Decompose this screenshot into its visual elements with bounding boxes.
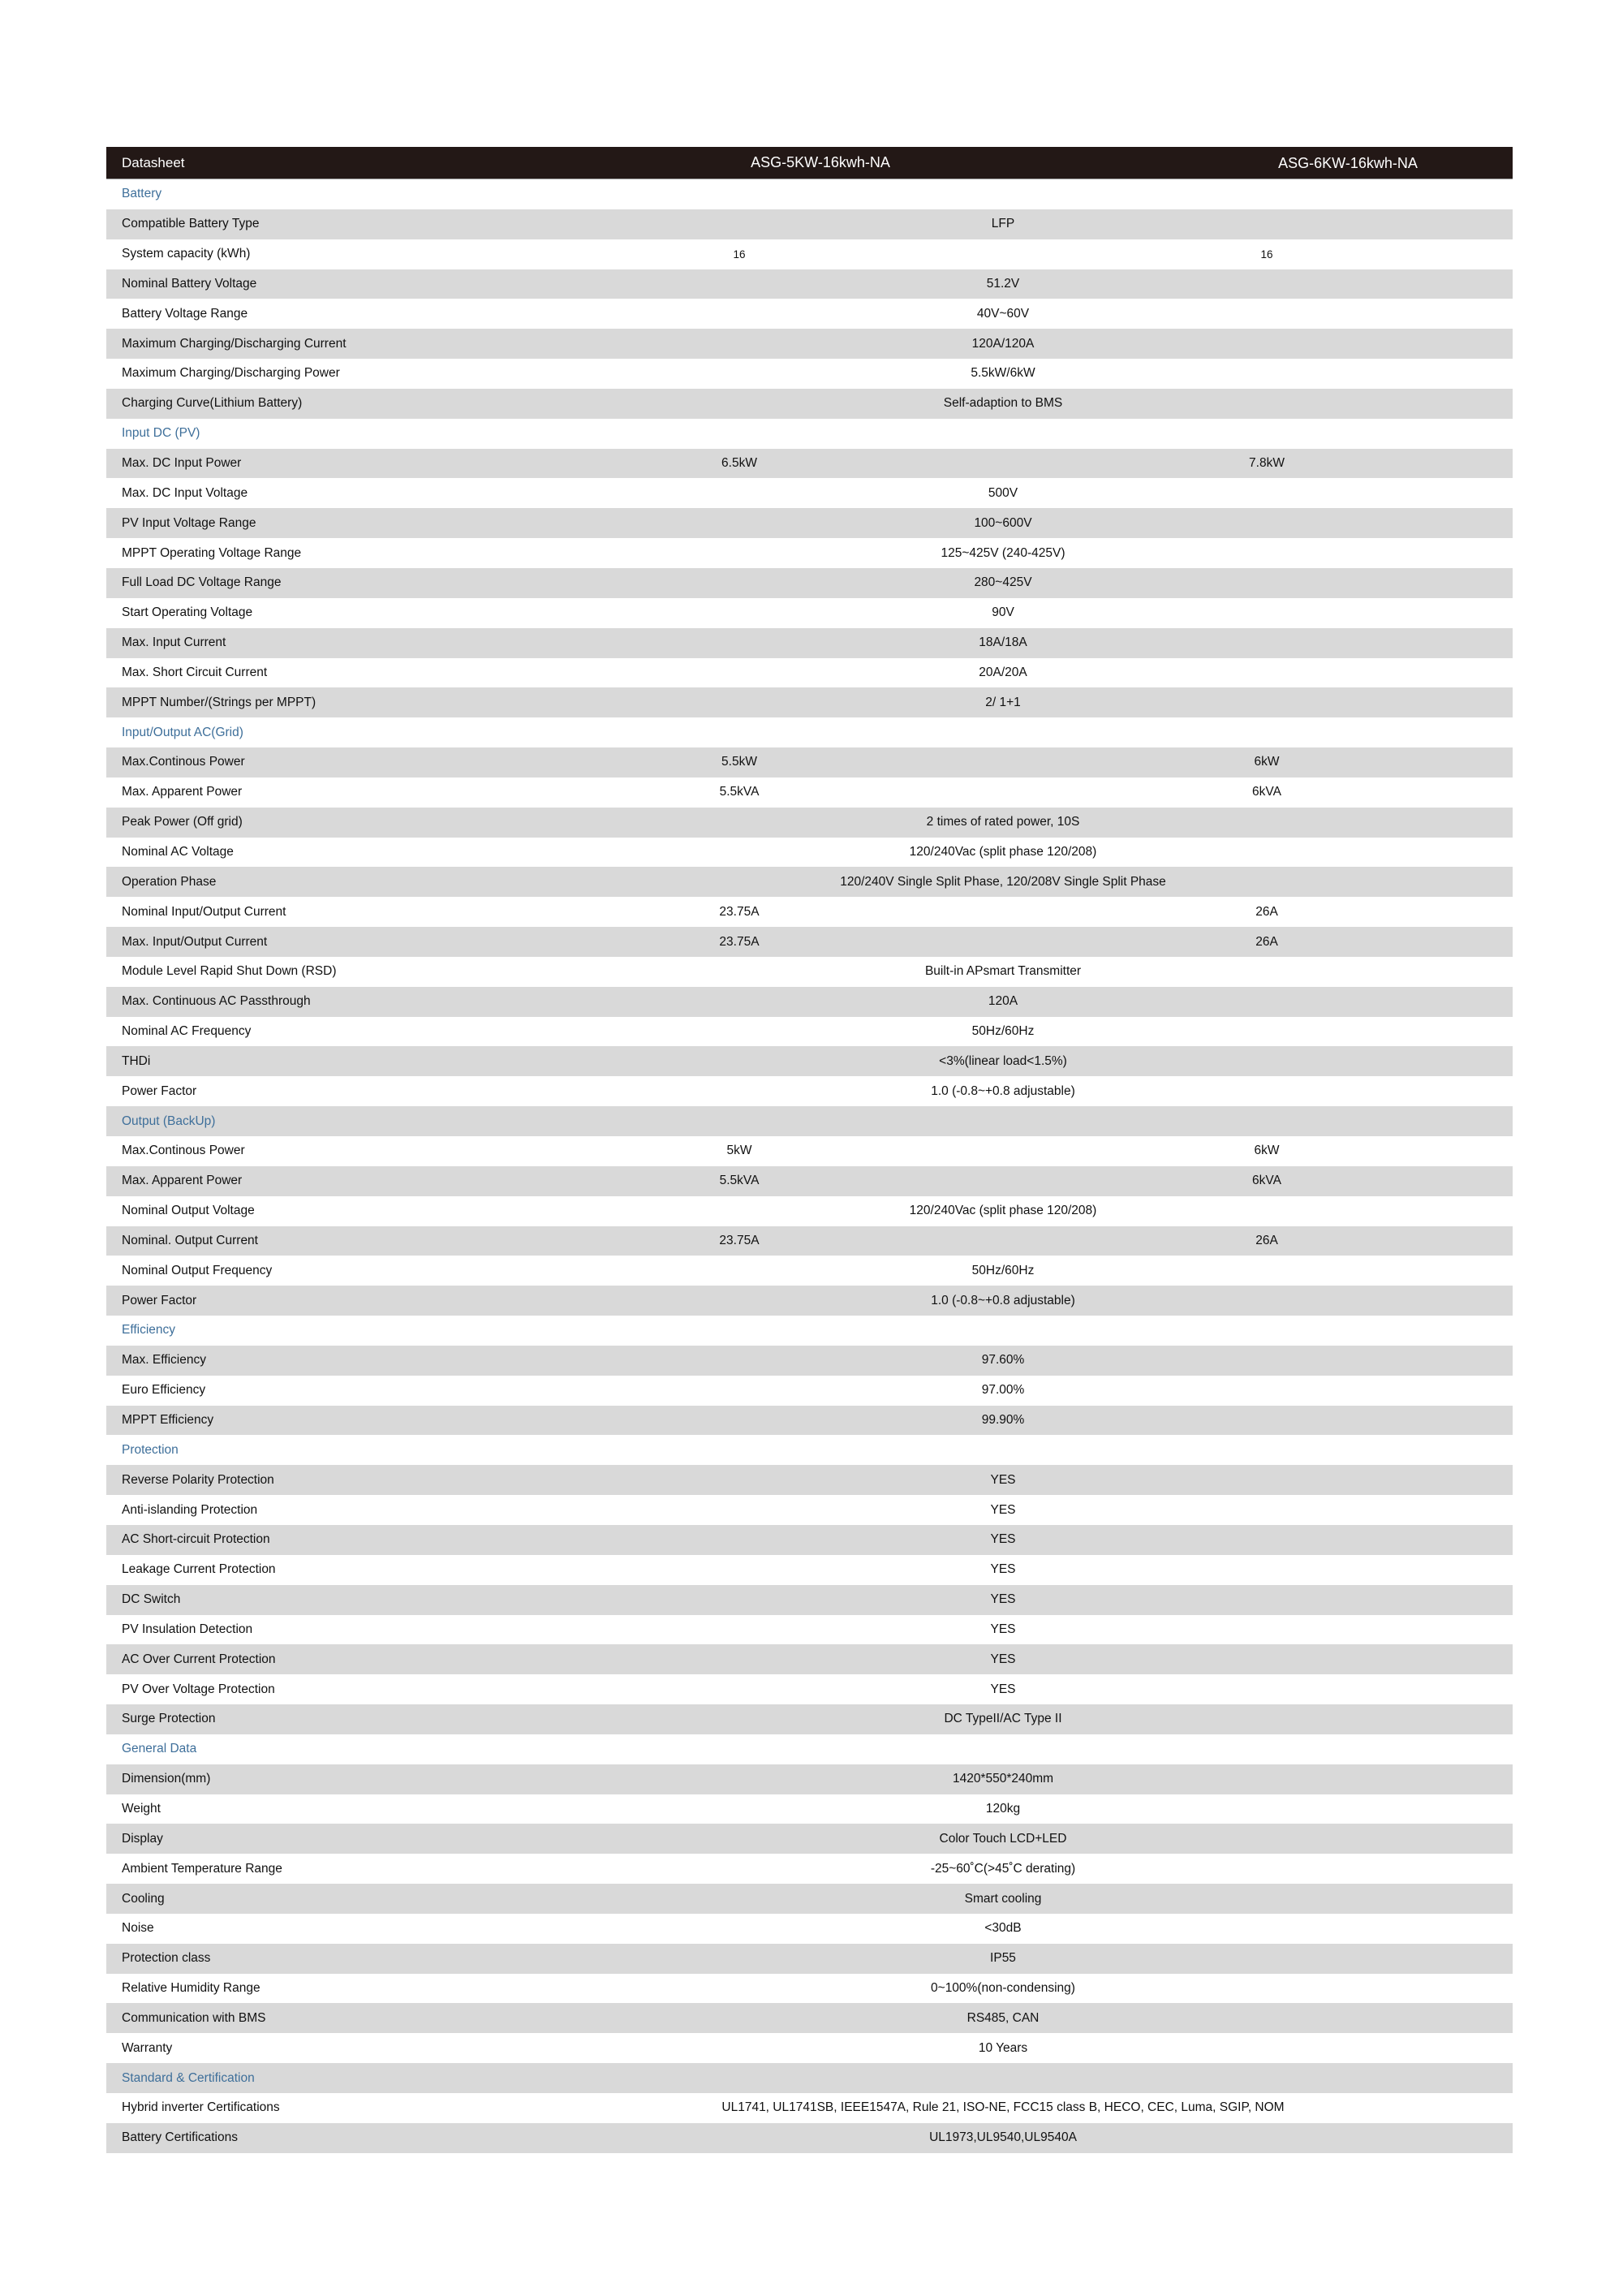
table-row	[106, 808, 1513, 838]
row-value-model-2: 26A	[1255, 934, 1278, 949]
row-label: Nominal Output Frequency	[122, 1263, 273, 1277]
row-label: Max. Continuous AC Passthrough	[122, 994, 311, 1009]
row-value-model-2: 7.8kW	[1249, 456, 1285, 471]
row-label: MPPT Number/(Strings per MPPT)	[122, 695, 316, 709]
row-value-shared: 2/ 1+1	[985, 695, 1021, 709]
section-header	[106, 179, 1513, 209]
table-row	[106, 1046, 1513, 1076]
row-value-shared: 120kg	[985, 1801, 1021, 1816]
table-row	[106, 239, 1513, 269]
row-value-shared: YES	[990, 1682, 1016, 1696]
row-value-model-2: 6kVA	[1252, 785, 1281, 799]
table-row	[106, 747, 1513, 778]
row-value-model-1: 5.5kVA	[719, 1174, 760, 1188]
row-label: Max. Apparent Power	[122, 785, 243, 799]
row-value-model-2: 26A	[1255, 1233, 1278, 1247]
table-row	[106, 838, 1513, 868]
row-value-shared: YES	[990, 1532, 1016, 1547]
model-column-2: ASG-6KW-16kwh-NA	[1278, 155, 1418, 171]
section-title: Battery	[122, 187, 162, 201]
table-row	[106, 1644, 1513, 1674]
table-row	[106, 927, 1513, 957]
table-row	[106, 1794, 1513, 1824]
row-value-model-1: 6.5kW	[721, 456, 757, 471]
row-label: Cooling	[122, 1891, 165, 1906]
table-row	[106, 1525, 1513, 1555]
row-label: Max.Continous Power	[122, 755, 245, 769]
section-title: Output (BackUp)	[122, 1114, 216, 1128]
row-value-model-1: 23.75A	[719, 934, 760, 949]
row-value-shared: 1.0 (-0.8~+0.8 adjustable)	[931, 1083, 1075, 1098]
table-row	[106, 1256, 1513, 1286]
row-label: System capacity (kWh)	[122, 247, 251, 261]
row-label: Euro Efficiency	[122, 1383, 206, 1398]
row-label: Nominal Output Voltage	[122, 1204, 255, 1218]
row-value-shared: Color Touch LCD+LED	[939, 1831, 1067, 1846]
row-label: MPPT Operating Voltage Range	[122, 545, 302, 560]
table-row	[106, 1406, 1513, 1436]
table-row	[106, 269, 1513, 299]
row-value-shared: YES	[990, 1592, 1016, 1607]
row-label: PV Insulation Detection	[122, 1622, 253, 1636]
row-value-shared: YES	[990, 1652, 1016, 1666]
row-label: Surge Protection	[122, 1712, 216, 1726]
table-row	[106, 1376, 1513, 1406]
table-row	[106, 209, 1513, 239]
table-row	[106, 1704, 1513, 1734]
table-row	[106, 867, 1513, 897]
row-label: Leakage Current Protection	[122, 1562, 276, 1577]
section-title: Input DC (PV)	[122, 426, 200, 441]
row-value-shared: 97.00%	[981, 1383, 1025, 1398]
datasheet-table	[106, 147, 1513, 2153]
row-label: Power Factor	[122, 1083, 197, 1098]
row-value-shared: 1.0 (-0.8~+0.8 adjustable)	[931, 1293, 1075, 1307]
row-label: Relative Humidity Range	[122, 1981, 260, 1996]
row-label: PV Input Voltage Range	[122, 515, 256, 530]
table-row	[106, 1196, 1513, 1226]
row-value-shared: RS485, CAN	[966, 2010, 1040, 2025]
section-header	[106, 1734, 1513, 1764]
row-label: Nominal. Output Current	[122, 1233, 258, 1247]
row-value-shared: YES	[990, 1502, 1016, 1517]
row-label: Peak Power (Off grid)	[122, 815, 243, 829]
row-value-shared: <3%(linear load<1.5%)	[939, 1053, 1067, 1068]
table-row	[106, 1017, 1513, 1047]
table-row	[106, 1854, 1513, 1884]
row-value-model-1: 16	[733, 248, 746, 261]
table-row	[106, 1884, 1513, 1914]
row-label: Nominal Input/Output Current	[122, 904, 286, 919]
row-value-model-1: 23.75A	[719, 904, 760, 919]
section-title: Efficiency	[122, 1323, 176, 1338]
section-title: General Data	[122, 1742, 197, 1756]
table-row	[106, 449, 1513, 479]
row-value-model-2: 6kW	[1254, 755, 1280, 769]
table-row	[106, 1465, 1513, 1495]
table-row	[106, 329, 1513, 359]
row-label: Compatible Battery Type	[122, 217, 260, 231]
table-row	[106, 1764, 1513, 1794]
row-value-shared: <30dB	[984, 1921, 1022, 1936]
row-label: Nominal AC Frequency	[122, 1024, 252, 1039]
row-value-shared: 0~100%(non-condensing)	[931, 1981, 1075, 1996]
section-header	[106, 419, 1513, 449]
row-value-shared: 500V	[988, 485, 1018, 500]
table-row	[106, 1555, 1513, 1585]
row-value-shared: 20A/20A	[979, 665, 1027, 679]
row-label: AC Over Current Protection	[122, 1652, 276, 1666]
table-row	[106, 1495, 1513, 1525]
row-label: THDi	[122, 1053, 151, 1068]
table-row	[106, 389, 1513, 419]
table-row	[106, 568, 1513, 598]
row-label: Battery Certifications	[122, 2130, 238, 2145]
row-label: Max. Short Circuit Current	[122, 665, 268, 679]
table-row	[106, 1674, 1513, 1704]
row-value-shared: UL1973,UL9540,UL9540A	[929, 2130, 1077, 2145]
section-title: Standard & Certification	[122, 2070, 255, 2085]
table-row	[106, 1166, 1513, 1196]
row-label: MPPT Efficiency	[122, 1413, 214, 1428]
section-title: Protection	[122, 1442, 179, 1457]
row-label: Full Load DC Voltage Range	[122, 575, 282, 590]
row-value-shared: 90V	[992, 605, 1014, 620]
row-value-shared: 100~600V	[974, 515, 1032, 530]
table-row	[106, 2003, 1513, 2033]
row-value-shared: Smart cooling	[964, 1891, 1042, 1906]
row-value-model-1: 5kW	[726, 1144, 752, 1158]
row-value-model-2: 16	[1260, 248, 1273, 261]
row-label: Charging Curve(Lithium Battery)	[122, 396, 303, 411]
table-row	[106, 1914, 1513, 1944]
row-value-shared: DC TypeII/AC Type II	[944, 1712, 1062, 1726]
table-row	[106, 1286, 1513, 1316]
table-row	[106, 957, 1513, 987]
table-row	[106, 2123, 1513, 2153]
row-label: Max. Efficiency	[122, 1353, 206, 1368]
row-label: Hybrid inverter Certifications	[122, 2100, 280, 2115]
table-row	[106, 1944, 1513, 1974]
table-row	[106, 987, 1513, 1017]
row-label: Max. Input/Output Current	[122, 934, 268, 949]
table-row	[106, 658, 1513, 688]
row-label: Protection class	[122, 1951, 211, 1966]
table-row	[106, 2093, 1513, 2123]
header-title: Datasheet	[122, 154, 185, 170]
row-value-shared: -25~60˚C(>45˚C derating)	[930, 1861, 1076, 1876]
row-value-shared: 2 times of rated power, 10S	[926, 815, 1080, 829]
row-value-shared: Self-adaption to BMS	[943, 396, 1063, 411]
row-label: Max. DC Input Power	[122, 456, 242, 471]
row-label: Start Operating Voltage	[122, 605, 253, 620]
table-row	[106, 478, 1513, 508]
table-row	[106, 1136, 1513, 1166]
row-label: DC Switch	[122, 1592, 181, 1607]
table-row	[106, 1974, 1513, 2004]
row-label: Anti-islanding Protection	[122, 1502, 258, 1517]
row-label: Module Level Rapid Shut Down (RSD)	[122, 964, 337, 979]
row-label: Battery Voltage Range	[122, 306, 248, 321]
row-value-shared: 125~425V (240-425V)	[941, 545, 1065, 560]
row-label: Reverse Polarity Protection	[122, 1472, 274, 1487]
row-label: Power Factor	[122, 1293, 197, 1307]
row-label: Warranty	[122, 2040, 173, 2055]
table-row	[106, 1076, 1513, 1106]
row-value-shared: 120A	[988, 994, 1018, 1009]
row-value-model-1: 5.5kW	[721, 755, 757, 769]
table-header	[106, 147, 1513, 179]
row-value-shared: 18A/18A	[979, 635, 1027, 650]
row-value-shared: 5.5kW/6kW	[971, 366, 1035, 381]
table-row	[106, 508, 1513, 538]
row-value-shared: 10 Years	[978, 2040, 1028, 2055]
row-label: PV Over Voltage Protection	[122, 1682, 275, 1696]
row-value-shared: 40V~60V	[976, 306, 1030, 321]
table-row	[106, 1824, 1513, 1854]
row-label: Dimension(mm)	[122, 1772, 211, 1786]
section-title: Input/Output AC(Grid)	[122, 725, 243, 739]
table-row	[106, 598, 1513, 628]
row-value-model-1: 5.5kVA	[719, 785, 760, 799]
row-label: Nominal Battery Voltage	[122, 276, 257, 291]
row-value-shared: YES	[990, 1562, 1016, 1577]
row-label: Operation Phase	[122, 874, 217, 889]
row-value-shared: IP55	[990, 1951, 1016, 1966]
row-value-shared: 50Hz/60Hz	[971, 1263, 1035, 1277]
row-label: Max. Apparent Power	[122, 1174, 243, 1188]
row-label: Ambient Temperature Range	[122, 1861, 282, 1876]
row-value-shared: LFP	[991, 217, 1015, 231]
row-value-shared: 120/240V Single Split Phase, 120/208V Single Split Phase	[840, 874, 1166, 889]
table-row	[106, 1346, 1513, 1376]
table-row	[106, 687, 1513, 717]
table-row	[106, 1615, 1513, 1645]
table-body	[106, 179, 1513, 2153]
row-value-shared: Built-in APsmart Transmitter	[924, 964, 1082, 979]
section-header	[106, 2063, 1513, 2093]
row-value-shared: 51.2V	[986, 276, 1020, 291]
section-header	[106, 1435, 1513, 1465]
row-label: Noise	[122, 1921, 154, 1936]
row-value-shared: YES	[990, 1472, 1016, 1487]
table-row	[106, 538, 1513, 568]
row-value-shared: 99.90%	[981, 1413, 1025, 1428]
section-header	[106, 1316, 1513, 1346]
row-label: Max.Continous Power	[122, 1144, 245, 1158]
row-value-model-2: 26A	[1255, 904, 1278, 919]
row-value-shared: YES	[990, 1622, 1016, 1636]
row-label: Communication with BMS	[122, 2010, 266, 2025]
row-value-shared: 120A/120A	[971, 336, 1035, 351]
row-label: AC Short-circuit Protection	[122, 1532, 270, 1547]
section-header	[106, 1106, 1513, 1136]
row-label: Max. Input Current	[122, 635, 226, 650]
row-value-shared: 50Hz/60Hz	[971, 1024, 1035, 1039]
table-row	[106, 778, 1513, 808]
row-value-model-2: 6kVA	[1252, 1174, 1281, 1188]
table-row	[106, 1226, 1513, 1256]
table-row	[106, 1585, 1513, 1615]
row-value-shared: 97.60%	[981, 1353, 1025, 1368]
row-label: Max. DC Input Voltage	[122, 485, 248, 500]
table-row	[106, 2033, 1513, 2063]
table-row	[106, 628, 1513, 658]
row-label: Maximum Charging/Discharging Power	[122, 366, 340, 381]
row-value-shared: 1420*550*240mm	[952, 1772, 1054, 1786]
row-value-shared: UL1741, UL1741SB, IEEE1547A, Rule 21, ISO-NE, FCC15 class B, HECO, CEC, Luma, SGIP, NOM	[721, 2100, 1285, 2115]
row-label: Nominal AC Voltage	[122, 844, 234, 859]
row-value-shared: 120/240Vac (split phase 120/208)	[909, 1204, 1097, 1218]
row-value-model-2: 6kW	[1254, 1144, 1280, 1158]
section-header	[106, 717, 1513, 747]
row-label: Weight	[122, 1801, 161, 1816]
row-value-shared: 120/240Vac (split phase 120/208)	[909, 844, 1097, 859]
row-label: Maximum Charging/Discharging Current	[122, 336, 347, 351]
row-value-shared: 280~425V	[974, 575, 1032, 590]
row-value-model-1: 23.75A	[719, 1233, 760, 1247]
model-column-1: ASG-5KW-16kwh-NA	[751, 154, 890, 170]
table-row	[106, 897, 1513, 927]
table-row	[106, 359, 1513, 389]
row-label: Display	[122, 1831, 163, 1846]
table-row	[106, 299, 1513, 329]
